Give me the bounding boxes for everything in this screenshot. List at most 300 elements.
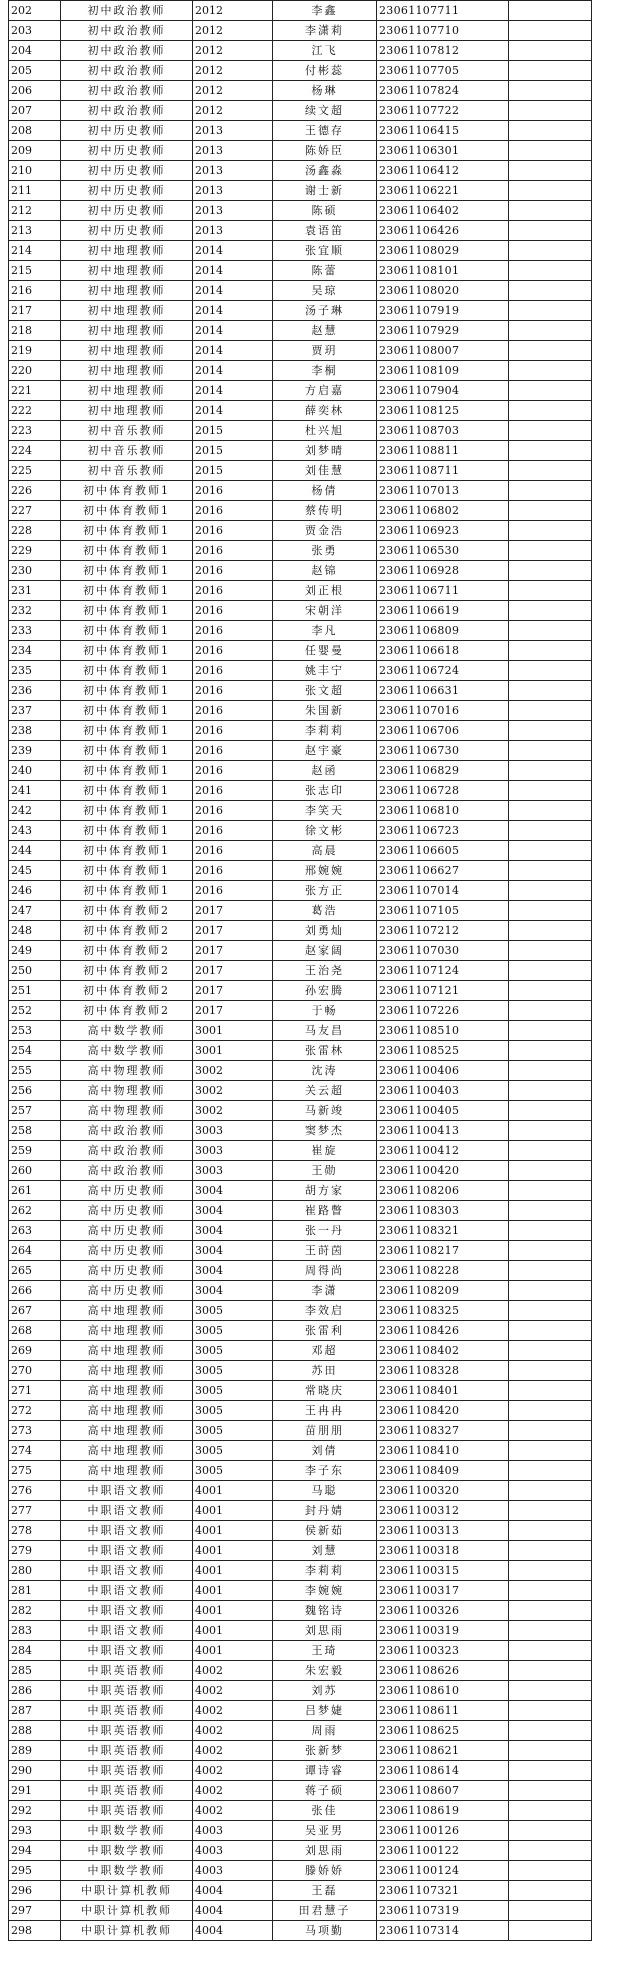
cell-remark	[509, 441, 592, 461]
cell-serial-number: 223	[9, 421, 61, 441]
cell-serial-number: 279	[9, 1541, 61, 1561]
cell-serial-number: 266	[9, 1281, 61, 1301]
cell-serial-number: 272	[9, 1401, 61, 1421]
cell-position-code: 2017	[193, 921, 273, 941]
cell-position-code: 3003	[193, 1121, 273, 1141]
cell-position-code: 3003	[193, 1161, 273, 1181]
cell-candidate-name: 窦梦杰	[273, 1121, 377, 1141]
cell-position: 高中地理教师	[61, 1461, 193, 1481]
cell-serial-number: 257	[9, 1101, 61, 1121]
cell-remark	[509, 1141, 592, 1161]
cell-position: 中职语文教师	[61, 1561, 193, 1581]
cell-position-code: 4002	[193, 1701, 273, 1721]
cell-position-code: 3004	[193, 1261, 273, 1281]
cell-serial-number: 247	[9, 901, 61, 921]
cell-candidate-name: 张方正	[273, 881, 377, 901]
cell-position-code: 3002	[193, 1061, 273, 1081]
cell-candidate-name: 李莉莉	[273, 1561, 377, 1581]
cell-position: 高中政治教师	[61, 1161, 193, 1181]
cell-position: 初中体育教师1	[61, 641, 193, 661]
cell-serial-number: 288	[9, 1721, 61, 1741]
cell-admission-number: 23061106724	[377, 661, 509, 681]
cell-candidate-name: 汤鑫淼	[273, 161, 377, 181]
cell-admission-number: 23061108611	[377, 1701, 509, 1721]
cell-admission-number: 23061106631	[377, 681, 509, 701]
table-row	[9, 501, 592, 521]
table-row	[9, 1741, 592, 1761]
cell-candidate-name: 刘梦晴	[273, 441, 377, 461]
cell-admission-number: 23061106809	[377, 621, 509, 641]
cell-candidate-name: 李潇	[273, 1281, 377, 1301]
cell-admission-number: 23061107014	[377, 881, 509, 901]
cell-admission-number: 23061106412	[377, 161, 509, 181]
cell-remark	[509, 1201, 592, 1221]
cell-remark	[509, 481, 592, 501]
cell-position-code: 4004	[193, 1881, 273, 1901]
cell-position: 初中地理教师	[61, 361, 193, 381]
cell-position: 高中历史教师	[61, 1281, 193, 1301]
cell-candidate-name: 王勋	[273, 1161, 377, 1181]
cell-remark	[509, 1761, 592, 1781]
cell-remark	[509, 1561, 592, 1581]
cell-remark	[509, 361, 592, 381]
cell-admission-number: 23061100326	[377, 1601, 509, 1621]
table-row	[9, 1381, 592, 1401]
candidate-table	[8, 0, 592, 1941]
cell-candidate-name: 葛浩	[273, 901, 377, 921]
cell-admission-number: 23061108125	[377, 401, 509, 421]
cell-position-code: 2016	[193, 541, 273, 561]
cell-remark	[509, 561, 592, 581]
cell-serial-number: 276	[9, 1481, 61, 1501]
cell-position: 高中历史教师	[61, 1201, 193, 1221]
cell-serial-number: 239	[9, 741, 61, 761]
cell-serial-number: 264	[9, 1241, 61, 1261]
cell-position: 初中政治教师	[61, 81, 193, 101]
cell-position: 初中地理教师	[61, 241, 193, 261]
cell-position: 初中音乐教师	[61, 421, 193, 441]
cell-position: 初中体育教师1	[61, 841, 193, 861]
cell-candidate-name: 刘思雨	[273, 1621, 377, 1641]
table-row	[9, 21, 592, 41]
table-row	[9, 641, 592, 661]
cell-serial-number: 207	[9, 101, 61, 121]
cell-position: 初中体育教师1	[61, 681, 193, 701]
cell-position: 初中体育教师1	[61, 621, 193, 641]
table-row	[9, 681, 592, 701]
cell-candidate-name: 杜兴旭	[273, 421, 377, 441]
cell-serial-number: 213	[9, 221, 61, 241]
cell-position: 中职计算机教师	[61, 1901, 193, 1921]
table-row	[9, 1541, 592, 1561]
cell-position: 初中体育教师1	[61, 561, 193, 581]
table-row	[9, 961, 592, 981]
cell-admission-number: 23061107314	[377, 1921, 509, 1941]
cell-remark	[509, 1881, 592, 1901]
cell-position: 初中体育教师2	[61, 981, 193, 1001]
cell-serial-number: 284	[9, 1641, 61, 1661]
cell-remark	[509, 1781, 592, 1801]
cell-candidate-name: 吴琼	[273, 281, 377, 301]
cell-admission-number: 23061100403	[377, 1081, 509, 1101]
cell-admission-number: 23061108328	[377, 1361, 509, 1381]
cell-remark	[509, 1741, 592, 1761]
cell-candidate-name: 封丹婧	[273, 1501, 377, 1521]
cell-position-code: 2017	[193, 941, 273, 961]
cell-position-code: 2016	[193, 821, 273, 841]
cell-serial-number: 244	[9, 841, 61, 861]
cell-candidate-name: 蔡传明	[273, 501, 377, 521]
cell-admission-number: 23061108402	[377, 1341, 509, 1361]
cell-position-code: 2013	[193, 141, 273, 161]
cell-serial-number: 252	[9, 1001, 61, 1021]
cell-position: 初中地理教师	[61, 341, 193, 361]
cell-remark	[509, 281, 592, 301]
cell-admission-number: 23061108409	[377, 1461, 509, 1481]
table-row	[9, 901, 592, 921]
cell-position-code: 2014	[193, 401, 273, 421]
cell-candidate-name: 张新梦	[273, 1741, 377, 1761]
cell-position-code: 2016	[193, 801, 273, 821]
cell-position: 初中历史教师	[61, 121, 193, 141]
cell-remark	[509, 261, 592, 281]
cell-remark	[509, 981, 592, 1001]
cell-serial-number: 268	[9, 1321, 61, 1341]
cell-candidate-name: 张志印	[273, 781, 377, 801]
cell-candidate-name: 吴亚男	[273, 1821, 377, 1841]
table-row	[9, 981, 592, 1001]
table-row	[9, 181, 592, 201]
cell-remark	[509, 1101, 592, 1121]
cell-serial-number: 238	[9, 721, 61, 741]
cell-admission-number: 23061100320	[377, 1481, 509, 1501]
cell-position-code: 2016	[193, 781, 273, 801]
cell-candidate-name: 贾玥	[273, 341, 377, 361]
cell-position-code: 3002	[193, 1081, 273, 1101]
cell-position-code: 2015	[193, 441, 273, 461]
cell-candidate-name: 胡方家	[273, 1181, 377, 1201]
cell-admission-number: 23061107929	[377, 321, 509, 341]
cell-admission-number: 23061108321	[377, 1221, 509, 1241]
cell-remark	[509, 401, 592, 421]
cell-admission-number: 23061100413	[377, 1121, 509, 1141]
cell-admission-number: 23061108217	[377, 1241, 509, 1261]
cell-remark	[509, 1481, 592, 1501]
cell-position-code: 2017	[193, 961, 273, 981]
cell-position: 初中体育教师1	[61, 661, 193, 681]
cell-candidate-name: 田君慧子	[273, 1901, 377, 1921]
cell-position-code: 2016	[193, 681, 273, 701]
cell-position: 初中体育教师1	[61, 721, 193, 741]
table-row	[9, 1821, 592, 1841]
cell-remark	[509, 1021, 592, 1041]
cell-serial-number: 251	[9, 981, 61, 1001]
cell-remark	[509, 161, 592, 181]
cell-position: 高中政治教师	[61, 1141, 193, 1161]
cell-serial-number: 259	[9, 1141, 61, 1161]
cell-remark	[509, 321, 592, 341]
cell-position-code: 2014	[193, 361, 273, 381]
cell-position-code: 2017	[193, 901, 273, 921]
cell-position-code: 3005	[193, 1401, 273, 1421]
cell-candidate-name: 陈蕾	[273, 261, 377, 281]
cell-candidate-name: 朱宏毅	[273, 1661, 377, 1681]
cell-admission-number: 23061108610	[377, 1681, 509, 1701]
cell-position: 初中地理教师	[61, 381, 193, 401]
cell-position-code: 4003	[193, 1861, 273, 1881]
cell-position-code: 2014	[193, 321, 273, 341]
table-row	[9, 1641, 592, 1661]
cell-candidate-name: 宋朝洋	[273, 601, 377, 621]
cell-serial-number: 255	[9, 1061, 61, 1081]
cell-admission-number: 23061108007	[377, 341, 509, 361]
table-row	[9, 1, 592, 21]
cell-candidate-name: 邢婉婉	[273, 861, 377, 881]
cell-position-code: 3003	[193, 1141, 273, 1161]
cell-position-code: 2012	[193, 101, 273, 121]
cell-serial-number: 267	[9, 1301, 61, 1321]
cell-remark	[509, 1161, 592, 1181]
cell-position: 初中体育教师2	[61, 941, 193, 961]
cell-position-code: 2016	[193, 861, 273, 881]
cell-candidate-name: 李笑天	[273, 801, 377, 821]
table-row	[9, 1321, 592, 1341]
cell-position-code: 2014	[193, 261, 273, 281]
cell-admission-number: 23061106810	[377, 801, 509, 821]
cell-remark	[509, 461, 592, 481]
cell-candidate-name: 于畅	[273, 1001, 377, 1021]
cell-position: 高中数学教师	[61, 1021, 193, 1041]
cell-candidate-name: 张文超	[273, 681, 377, 701]
cell-remark	[509, 761, 592, 781]
cell-remark	[509, 1601, 592, 1621]
cell-remark	[509, 1121, 592, 1141]
cell-admission-number: 23061107013	[377, 481, 509, 501]
cell-remark	[509, 381, 592, 401]
cell-serial-number: 240	[9, 761, 61, 781]
cell-position-code: 2012	[193, 61, 273, 81]
cell-position-code: 2012	[193, 1, 273, 21]
table-row	[9, 1021, 592, 1041]
cell-remark	[509, 661, 592, 681]
cell-candidate-name: 苗朋朋	[273, 1421, 377, 1441]
cell-serial-number: 290	[9, 1761, 61, 1781]
cell-serial-number: 286	[9, 1681, 61, 1701]
cell-remark	[509, 181, 592, 201]
cell-serial-number: 283	[9, 1621, 61, 1641]
cell-remark	[509, 1861, 592, 1881]
cell-serial-number: 229	[9, 541, 61, 561]
cell-remark	[509, 301, 592, 321]
cell-serial-number: 270	[9, 1361, 61, 1381]
table-row	[9, 921, 592, 941]
table-row	[9, 1681, 592, 1701]
cell-admission-number: 23061108525	[377, 1041, 509, 1061]
cell-position: 初中体育教师2	[61, 1001, 193, 1021]
cell-candidate-name: 张宜顺	[273, 241, 377, 261]
cell-remark	[509, 1361, 592, 1381]
cell-remark	[509, 601, 592, 621]
cell-position-code: 4001	[193, 1621, 273, 1641]
cell-position: 高中地理教师	[61, 1361, 193, 1381]
cell-position-code: 2013	[193, 121, 273, 141]
table-row	[9, 1461, 592, 1481]
cell-candidate-name: 崔路瞥	[273, 1201, 377, 1221]
cell-serial-number: 246	[9, 881, 61, 901]
cell-serial-number: 248	[9, 921, 61, 941]
cell-position-code: 4001	[193, 1601, 273, 1621]
cell-serial-number: 297	[9, 1901, 61, 1921]
cell-admission-number: 23061107812	[377, 41, 509, 61]
cell-position: 初中体育教师2	[61, 901, 193, 921]
cell-admission-number: 23061108410	[377, 1441, 509, 1461]
cell-remark	[509, 581, 592, 601]
table-row	[9, 621, 592, 641]
cell-remark	[509, 1921, 592, 1941]
cell-remark	[509, 1521, 592, 1541]
table-row	[9, 301, 592, 321]
cell-remark	[509, 201, 592, 221]
cell-admission-number: 23061108303	[377, 1201, 509, 1221]
cell-position: 初中体育教师1	[61, 601, 193, 621]
cell-position-code: 3001	[193, 1041, 273, 1061]
cell-admission-number: 23061108325	[377, 1301, 509, 1321]
cell-position-code: 2015	[193, 421, 273, 441]
cell-admission-number: 23061100313	[377, 1521, 509, 1541]
cell-remark	[509, 101, 592, 121]
cell-admission-number: 23061106530	[377, 541, 509, 561]
cell-serial-number: 227	[9, 501, 61, 521]
cell-admission-number: 23061108614	[377, 1761, 509, 1781]
cell-position-code: 3005	[193, 1441, 273, 1461]
cell-position-code: 2015	[193, 461, 273, 481]
cell-position-code: 4002	[193, 1721, 273, 1741]
cell-candidate-name: 邓超	[273, 1341, 377, 1361]
cell-candidate-name: 吕梦婕	[273, 1701, 377, 1721]
cell-position: 高中物理教师	[61, 1101, 193, 1121]
candidate-table-body	[9, 1, 592, 1941]
cell-position: 初中地理教师	[61, 281, 193, 301]
cell-candidate-name: 刘倩	[273, 1441, 377, 1461]
cell-admission-number: 23061106402	[377, 201, 509, 221]
cell-candidate-name: 沈涛	[273, 1061, 377, 1081]
cell-serial-number: 265	[9, 1261, 61, 1281]
cell-position: 中职语文教师	[61, 1621, 193, 1641]
cell-remark	[509, 341, 592, 361]
cell-candidate-name: 陈硕	[273, 201, 377, 221]
cell-position: 中职英语教师	[61, 1701, 193, 1721]
cell-position: 中职英语教师	[61, 1801, 193, 1821]
cell-remark	[509, 1721, 592, 1741]
cell-candidate-name: 江飞	[273, 41, 377, 61]
cell-position: 初中体育教师1	[61, 521, 193, 541]
cell-remark	[509, 1821, 592, 1841]
cell-candidate-name: 李桐	[273, 361, 377, 381]
cell-position: 初中体育教师1	[61, 581, 193, 601]
table-row	[9, 941, 592, 961]
cell-serial-number: 253	[9, 1021, 61, 1041]
cell-admission-number: 23061100319	[377, 1621, 509, 1641]
table-row	[9, 121, 592, 141]
cell-admission-number: 23061106706	[377, 721, 509, 741]
cell-serial-number: 263	[9, 1221, 61, 1241]
cell-remark	[509, 1281, 592, 1301]
cell-remark	[509, 641, 592, 661]
cell-position-code: 2016	[193, 581, 273, 601]
cell-remark	[509, 541, 592, 561]
cell-position-code: 4001	[193, 1581, 273, 1601]
cell-candidate-name: 谭诗睿	[273, 1761, 377, 1781]
cell-position-code: 3005	[193, 1421, 273, 1441]
cell-admission-number: 23061108703	[377, 421, 509, 441]
cell-remark	[509, 801, 592, 821]
cell-admission-number: 23061108101	[377, 261, 509, 281]
cell-position-code: 2016	[193, 501, 273, 521]
cell-admission-number: 23061100323	[377, 1641, 509, 1661]
cell-candidate-name: 陈娇臣	[273, 141, 377, 161]
cell-serial-number: 256	[9, 1081, 61, 1101]
table-row	[9, 801, 592, 821]
table-row	[9, 1121, 592, 1141]
cell-remark	[509, 1401, 592, 1421]
cell-candidate-name: 马聪	[273, 1481, 377, 1501]
table-row	[9, 201, 592, 221]
cell-admission-number: 23061106730	[377, 741, 509, 761]
cell-admission-number: 23061108209	[377, 1281, 509, 1301]
table-row	[9, 1701, 592, 1721]
cell-admission-number: 23061107710	[377, 21, 509, 41]
cell-admission-number: 23061108625	[377, 1721, 509, 1741]
cell-position: 初中体育教师1	[61, 501, 193, 521]
cell-candidate-name: 张佳	[273, 1801, 377, 1821]
cell-position-code: 3005	[193, 1321, 273, 1341]
cell-serial-number: 216	[9, 281, 61, 301]
table-row	[9, 701, 592, 721]
cell-candidate-name: 刘思雨	[273, 1841, 377, 1861]
cell-candidate-name: 苏田	[273, 1361, 377, 1381]
table-row	[9, 81, 592, 101]
table-row	[9, 241, 592, 261]
cell-position: 中职计算机教师	[61, 1881, 193, 1901]
cell-admission-number: 23061107226	[377, 1001, 509, 1021]
cell-admission-number: 23061107904	[377, 381, 509, 401]
cell-candidate-name: 谢士新	[273, 181, 377, 201]
cell-position-code: 4002	[193, 1741, 273, 1761]
cell-candidate-name: 朱国新	[273, 701, 377, 721]
cell-serial-number: 232	[9, 601, 61, 621]
cell-candidate-name: 王德存	[273, 121, 377, 141]
cell-position: 初中音乐教师	[61, 441, 193, 461]
cell-serial-number: 273	[9, 1421, 61, 1441]
cell-admission-number: 23061106711	[377, 581, 509, 601]
cell-admission-number: 23061106426	[377, 221, 509, 241]
table-row	[9, 481, 592, 501]
cell-position-code: 2014	[193, 241, 273, 261]
cell-position-code: 4001	[193, 1561, 273, 1581]
cell-serial-number: 250	[9, 961, 61, 981]
cell-candidate-name: 王磊	[273, 1881, 377, 1901]
cell-candidate-name: 滕娇娇	[273, 1861, 377, 1881]
cell-remark	[509, 1621, 592, 1641]
table-row	[9, 381, 592, 401]
table-row	[9, 1061, 592, 1081]
cell-admission-number: 23061106415	[377, 121, 509, 141]
cell-position: 初中体育教师1	[61, 481, 193, 501]
cell-position-code: 2013	[193, 221, 273, 241]
cell-candidate-name: 马友昌	[273, 1021, 377, 1041]
table-row	[9, 1341, 592, 1361]
cell-serial-number: 242	[9, 801, 61, 821]
